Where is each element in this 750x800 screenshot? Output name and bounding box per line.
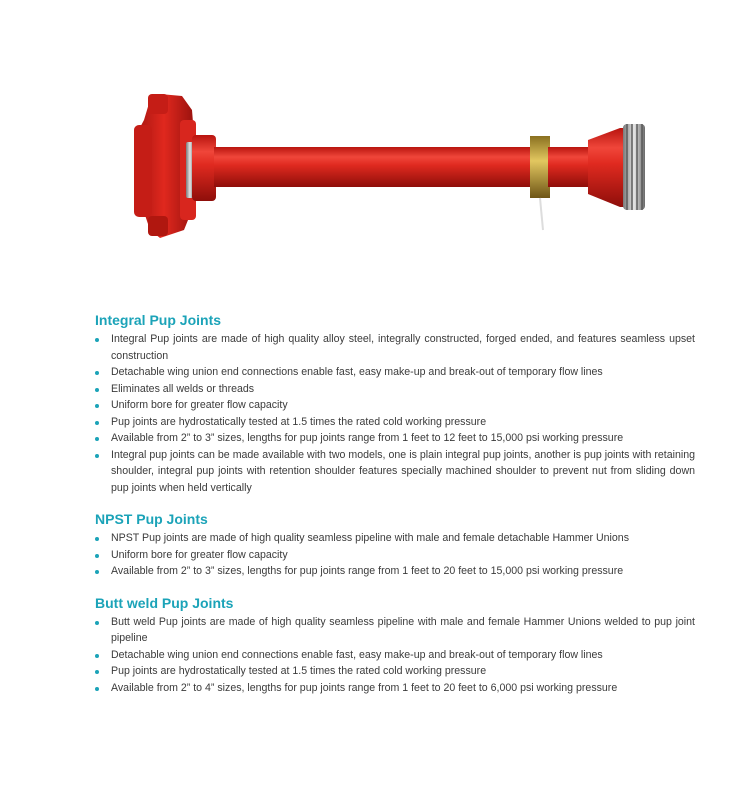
list-item: NPST Pup joints are made of high quality seamless pipeline with male and female detachable Hammer Unions bbox=[95, 530, 695, 547]
bullet-icon bbox=[95, 654, 99, 658]
product-description bbox=[95, 311, 695, 710]
list-item: Pup joints are hydrostatically tested at 1.5 times the rated cold working pressure bbox=[95, 663, 695, 680]
bullet-icon bbox=[95, 388, 99, 392]
pup-joint-product-photo bbox=[120, 80, 660, 255]
list-item: Pup joints are hydrostatically tested at 1.5 times the rated cold working pressure bbox=[95, 414, 695, 431]
bullet-list bbox=[95, 530, 695, 580]
bullet-icon bbox=[95, 621, 99, 625]
list-item: Uniform bore for greater flow capacity bbox=[95, 397, 695, 414]
bullet-icon bbox=[95, 670, 99, 674]
bullet-icon bbox=[95, 537, 99, 541]
bullet-list bbox=[95, 614, 695, 697]
bullet-icon bbox=[95, 570, 99, 574]
list-item: Available from 2” to 3” sizes, lengths for pup joints range from 1 feet to 12 feet to 15,000 psi working pressure bbox=[95, 430, 695, 447]
bullet-list bbox=[95, 331, 695, 496]
section-title: Butt weld Pup Joints bbox=[95, 594, 234, 611]
list-item: Available from 2” to 3” sizes, lengths for pup joints range from 1 feet to 20 feet to 15,000 psi working pressure bbox=[95, 563, 695, 580]
list-item: Detachable wing union end connections enable fast, easy make-up and break-out of temporary flow lines bbox=[95, 647, 695, 664]
bullet-icon bbox=[95, 421, 99, 425]
bullet-icon bbox=[95, 454, 99, 458]
bullet-icon bbox=[95, 554, 99, 558]
section-butt-weld-pup-joints bbox=[95, 594, 695, 697]
section-npst-pup-joints bbox=[95, 510, 695, 580]
list-item: Integral pup joints can be made available with two models, one is plain integral pup joints, another is pup joints with retaining shoulder, integral pup joints with retention shoulder features specially machined shoulder to prevent nut from sliding down pup joints when held vertically bbox=[95, 447, 695, 497]
list-item: Eliminates all welds or threads bbox=[95, 381, 695, 398]
list-item: Uniform bore for greater flow capacity bbox=[95, 547, 695, 564]
bullet-icon bbox=[95, 687, 99, 691]
bullet-icon bbox=[95, 338, 99, 342]
section-integral-pup-joints bbox=[95, 311, 695, 496]
bullet-icon bbox=[95, 437, 99, 441]
list-item: Integral Pup joints are made of high quality alloy steel, integrally constructed, forged ended, and features seamless upset construction bbox=[95, 331, 695, 364]
bullet-icon bbox=[95, 404, 99, 408]
bullet-icon bbox=[95, 371, 99, 375]
list-item: Detachable wing union end connections enable fast, easy make-up and break-out of temporary flow lines bbox=[95, 364, 695, 381]
list-item: Available from 2” to 4” sizes, lengths for pup joints range from 1 feet to 20 feet to 6,000 psi working pressure bbox=[95, 680, 695, 697]
section-title: Integral Pup Joints bbox=[95, 312, 222, 328]
list-item: Butt weld Pup joints are made of high quality seamless pipeline with male and female Hammer Unions welded to pup joint pipeline bbox=[95, 614, 695, 647]
section-title: NPST Pup Joints bbox=[95, 511, 208, 527]
